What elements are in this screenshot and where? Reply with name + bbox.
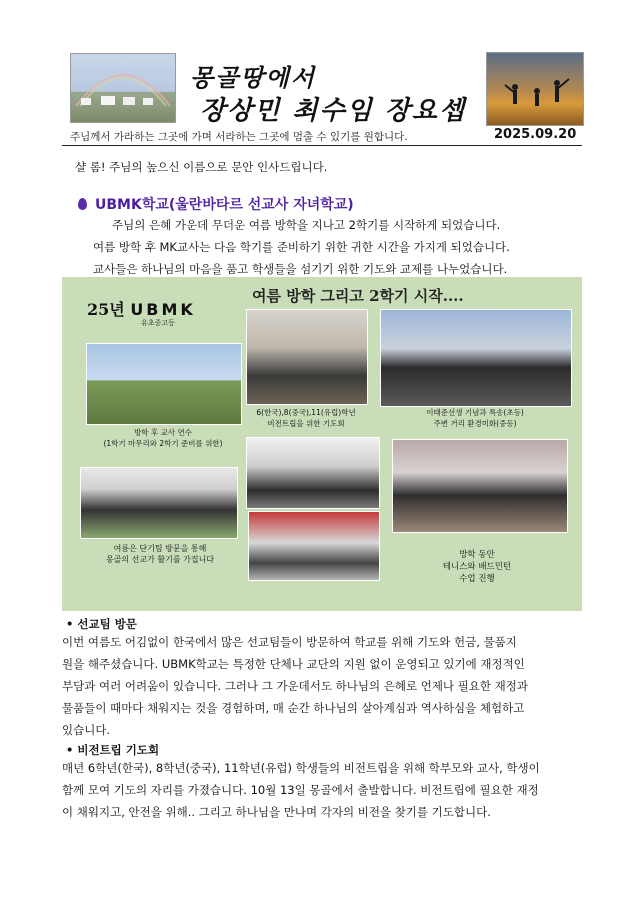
newsletter-header: [0, 0, 644, 150]
section-title: [78, 194, 354, 214]
vision-body: [62, 757, 582, 823]
vision-line-2: 함께 모여 기도의 자리를 가졌습니다. 10월 13일 몽골에서 출발합니다. 비전트립에 필요한 재정: [62, 783, 539, 797]
caption-mission-team: [80, 543, 240, 565]
ubmk-logo: [87, 297, 196, 328]
sunset-silhouette-photo: [486, 52, 584, 126]
newsletter-title-line2: 장상민 최수임 장요셉: [200, 96, 467, 126]
caption-memorial: [392, 407, 558, 429]
visit-line-4: 물품들이 때마다 채워지는 것을 경험하며, 매 순간 하나님의 살아계심과 역사하심을 체험하고: [62, 701, 525, 715]
caption-5a: 방학 동안: [459, 550, 495, 560]
caption-2a: 6(한국),8(중국),11(유럽)학년: [256, 408, 356, 417]
drop-icon: [78, 198, 87, 210]
caption-3a: 이태준선생 기념과 특송(초등): [426, 408, 524, 417]
tennis-class-photo: [392, 439, 568, 533]
caption-tennis: [402, 549, 552, 585]
caption-1a: 방학 후 교사 연수: [134, 428, 192, 437]
newsletter-title-line1: 몽골땅에서: [190, 63, 316, 92]
tagline: 주님께서 가라하는 그곳에 가며 서라하는 그곳에 멈출 수 있기를 원합니다.: [70, 131, 408, 143]
caption-5c: 수업 진행: [459, 574, 495, 584]
collage-title: 여름 방학 그리고 2학기 시작....: [252, 287, 464, 305]
rainbow-graphic: [71, 54, 175, 122]
vision-line-3: 이 채워지고, 안전을 위해.. 그리고 하나님을 만나며 각자의 비전을 찾기를 기도합니다.: [62, 805, 491, 819]
photo-collage: [62, 277, 582, 611]
caption-4a: 여름은 단기팀 방문을 통해: [113, 544, 207, 553]
caption-1b: (1학기 마무리와 2학기 준비를 위한): [103, 439, 223, 448]
visit-line-5: 있습니다.: [62, 723, 111, 737]
logo-year: 25년: [87, 300, 125, 319]
visit-body: [62, 631, 582, 741]
caption-prayer-meeting: [238, 407, 374, 429]
silhouette-graphic: [487, 53, 583, 125]
issue-date: 2025.09.20: [494, 127, 577, 142]
visit-line-1: 이번 여름도 어김없이 한국에서 많은 선교팀들이 방문하여 학교를 위해 기도와 헌금, 물품지: [62, 635, 517, 649]
visit-heading: • 선교팀 방문: [66, 617, 137, 631]
logo-name: UBMK: [130, 300, 196, 319]
students-group-photo: [246, 437, 380, 509]
caption-4b: 몽골의 선교가 활기를 가집니다: [105, 555, 215, 564]
prayer-meeting-photo: [246, 309, 368, 405]
header-divider: [62, 145, 582, 146]
visit-line-3: 부담과 여러 어려움이 있습니다. 그러나 그 가운데서도 하나님의 은혜로 언제나 필요한 재정과: [62, 679, 529, 693]
caption-5b: 테니스와 배드민턴: [442, 562, 512, 572]
caption-3b: 주변 거리 환경미화(중등): [433, 419, 517, 428]
teacher-training-photo: [86, 343, 242, 425]
rainbow-landscape-photo: [70, 53, 176, 123]
caption-2b: 비전트립을 위한 기도회: [267, 419, 345, 428]
vision-heading: • 비전트립 기도회: [66, 743, 160, 757]
section-para-3: 교사들은 하나님의 마음을 품고 학생들을 섬기기 위한 기도와 교제를 나누었습니다.: [93, 262, 508, 276]
badminton-court-photo: [248, 511, 380, 581]
section-title-text: UBMK학교(울란바타르 선교사 자녀학교): [95, 197, 354, 213]
mission-team-photo: [80, 467, 238, 539]
section-para-1: 주님의 은혜 가운데 무더운 여름 방학을 지나고 2학기를 시작하게 되었습니다.: [112, 218, 501, 232]
visit-heading-text: 선교팀 방문: [77, 617, 137, 631]
vision-heading-text: 비전트립 기도회: [77, 743, 160, 757]
vision-line-1: 매년 6학년(한국), 8학년(중국), 11학년(유럽) 학생들의 비전트립을 위해 학부모와 교사, 학생이: [62, 761, 540, 775]
logo-sub: 유초중고등: [141, 319, 175, 327]
visit-line-2: 원을 해주셨습니다. UBMK학교는 특정한 단체나 교단의 지원 없이 운영되고 있기에 재정적인: [62, 657, 525, 671]
memorial-group-photo: [380, 309, 572, 407]
section-para-2: 여름 방학 후 MK교사는 다음 학기를 준비하기 위한 귀한 시간을 가지게 되었습니다.: [93, 240, 510, 254]
greeting: 샬 롬! 주님의 높으신 이름으로 문안 인사드립니다.: [75, 160, 328, 174]
caption-teacher-training: [80, 427, 246, 449]
